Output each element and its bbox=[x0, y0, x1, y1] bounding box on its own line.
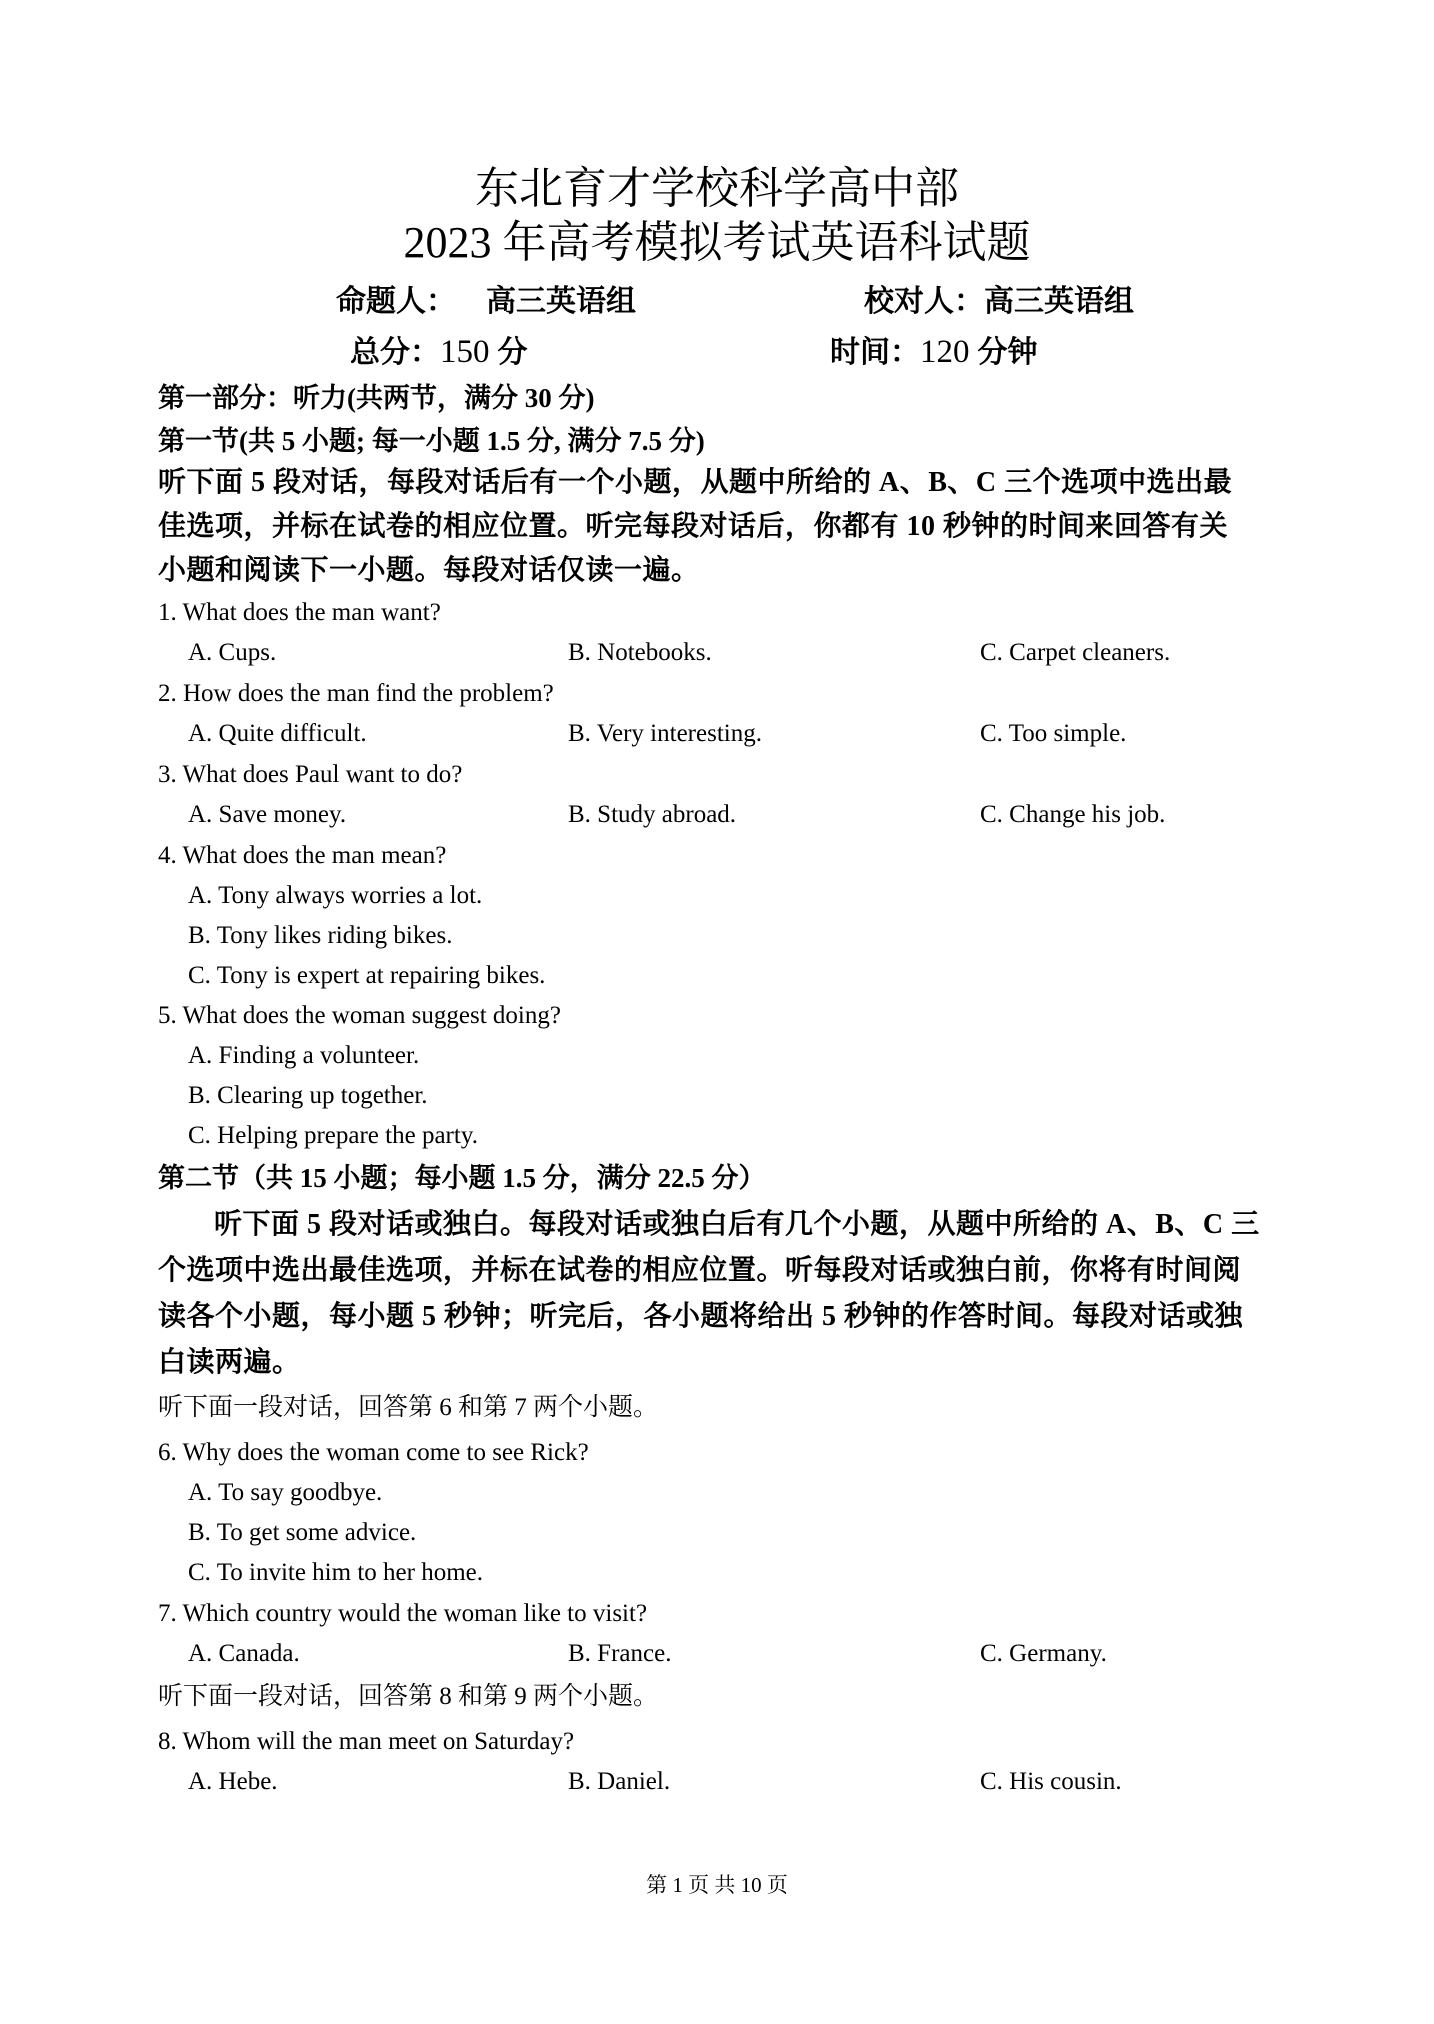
option-c: C. Germany. bbox=[980, 1640, 1107, 1667]
part1-heading: 第一部分：听力(共两节，满分 30 分) bbox=[158, 383, 595, 413]
option-b: B. France. bbox=[568, 1640, 672, 1667]
total-score-line bbox=[350, 332, 528, 373]
option-b: B. Very interesting. bbox=[568, 720, 762, 747]
question-stem: 1. What does the man want? bbox=[158, 599, 441, 626]
option-a: A. Save money. bbox=[188, 801, 347, 828]
question-stem: 5. What does the woman suggest doing? bbox=[158, 1002, 561, 1029]
option-a: A. Quite difficult. bbox=[188, 720, 367, 747]
page-indicator: 第 1 页 共 10 页 bbox=[646, 1873, 788, 1897]
option-c: C. Helping prepare the party. bbox=[188, 1122, 478, 1149]
section1-instruction-line: 小题和阅读下一小题。每段对话仅读一遍。 bbox=[158, 555, 700, 586]
proofreader-line bbox=[864, 282, 1134, 322]
setter-value: 高三英语组 bbox=[486, 285, 636, 318]
section1-instruction-line: 佳选项，并标在试卷的相应位置。听完每段对话后，你都有 10 秒钟的时间来回答有关 bbox=[158, 511, 1229, 542]
section2-heading: 第二节（共 15 小题；每小题 1.5 分，满分 22.5 分） bbox=[158, 1163, 766, 1193]
setter-label: 命题人： bbox=[336, 285, 456, 318]
option-c: C. To invite him to her home. bbox=[188, 1559, 483, 1586]
option-b: B. Clearing up together. bbox=[188, 1082, 428, 1109]
question-stem: 6. Why does the woman come to see Rick? bbox=[158, 1439, 589, 1466]
option-a: A. Cups. bbox=[188, 639, 277, 666]
proofreader-value: 高三英语组 bbox=[984, 285, 1134, 318]
section1-instruction-line: 听下面 5 段对话，每段对话后有一个小题，从题中所给的 A、B、C 三个选项中选出最 bbox=[158, 467, 1233, 498]
dialog-note: 听下面一段对话，回答第 6 和第 7 两个小题。 bbox=[158, 1394, 659, 1421]
option-c: C. Tony is expert at repairing bikes. bbox=[188, 962, 546, 989]
setter-line bbox=[336, 282, 636, 322]
exam-title: 2023 年高考模拟考试英语科试题 bbox=[403, 218, 1031, 267]
score-value: 150 bbox=[440, 334, 490, 370]
option-b: B. Tony likes riding bikes. bbox=[188, 922, 453, 949]
question-stem: 4. What does the man mean? bbox=[158, 842, 447, 869]
option-a: A. Hebe. bbox=[188, 1768, 278, 1795]
proofreader-label: 校对人： bbox=[864, 285, 984, 318]
option-b: B. Notebooks. bbox=[568, 639, 712, 666]
score-label: 总分： bbox=[350, 336, 440, 369]
question-stem: 3. What does Paul want to do? bbox=[158, 761, 463, 788]
section2-instruction-line: 白读两遍。 bbox=[158, 1347, 301, 1378]
option-c: C. Too simple. bbox=[980, 720, 1127, 747]
time-label: 时间： bbox=[830, 336, 920, 369]
section2-instruction-line: 读各个小题，每小题 5 秒钟；听完后，各小题将给出 5 秒钟的作答时间。每段对话或独 bbox=[158, 1301, 1244, 1332]
option-c: C. His cousin. bbox=[980, 1768, 1122, 1795]
school-title: 东北育才学校科学高中部 bbox=[475, 164, 959, 213]
option-b: B. Study abroad. bbox=[568, 801, 737, 828]
option-c: C. Carpet cleaners. bbox=[980, 639, 1171, 666]
time-value: 120 bbox=[920, 334, 970, 370]
section2-instruction-line: 个选项中选出最佳选项，并标在试卷的相应位置。听每段对话或独白前，你将有时间阅 bbox=[158, 1255, 1242, 1286]
option-b: B. To get some advice. bbox=[188, 1519, 417, 1546]
question-stem: 8. Whom will the man meet on Saturday? bbox=[158, 1728, 575, 1755]
option-b: B. Daniel. bbox=[568, 1768, 671, 1795]
section1-heading: 第一节(共 5 小题; 每一小题 1.5 分, 满分 7.5 分) bbox=[158, 426, 705, 456]
question-stem: 2. How does the man find the problem? bbox=[158, 680, 554, 707]
option-a: A. Finding a volunteer. bbox=[188, 1042, 420, 1069]
option-a: A. Tony always worries a lot. bbox=[188, 882, 483, 909]
question-stem: 7. Which country would the woman like to visit? bbox=[158, 1600, 648, 1627]
time-line bbox=[830, 332, 1038, 373]
score-unit: 分 bbox=[497, 336, 528, 369]
option-c: C. Change his job. bbox=[980, 801, 1166, 828]
option-a: A. To say goodbye. bbox=[188, 1479, 383, 1506]
dialog-note: 听下面一段对话，回答第 8 和第 9 两个小题。 bbox=[158, 1683, 659, 1710]
time-unit: 分钟 bbox=[977, 336, 1038, 369]
section2-instruction-line: 听下面 5 段对话或独白。每段对话或独白后有几个小题，从题中所给的 A、B、C 三 bbox=[214, 1209, 1260, 1240]
option-a: A. Canada. bbox=[188, 1640, 300, 1667]
